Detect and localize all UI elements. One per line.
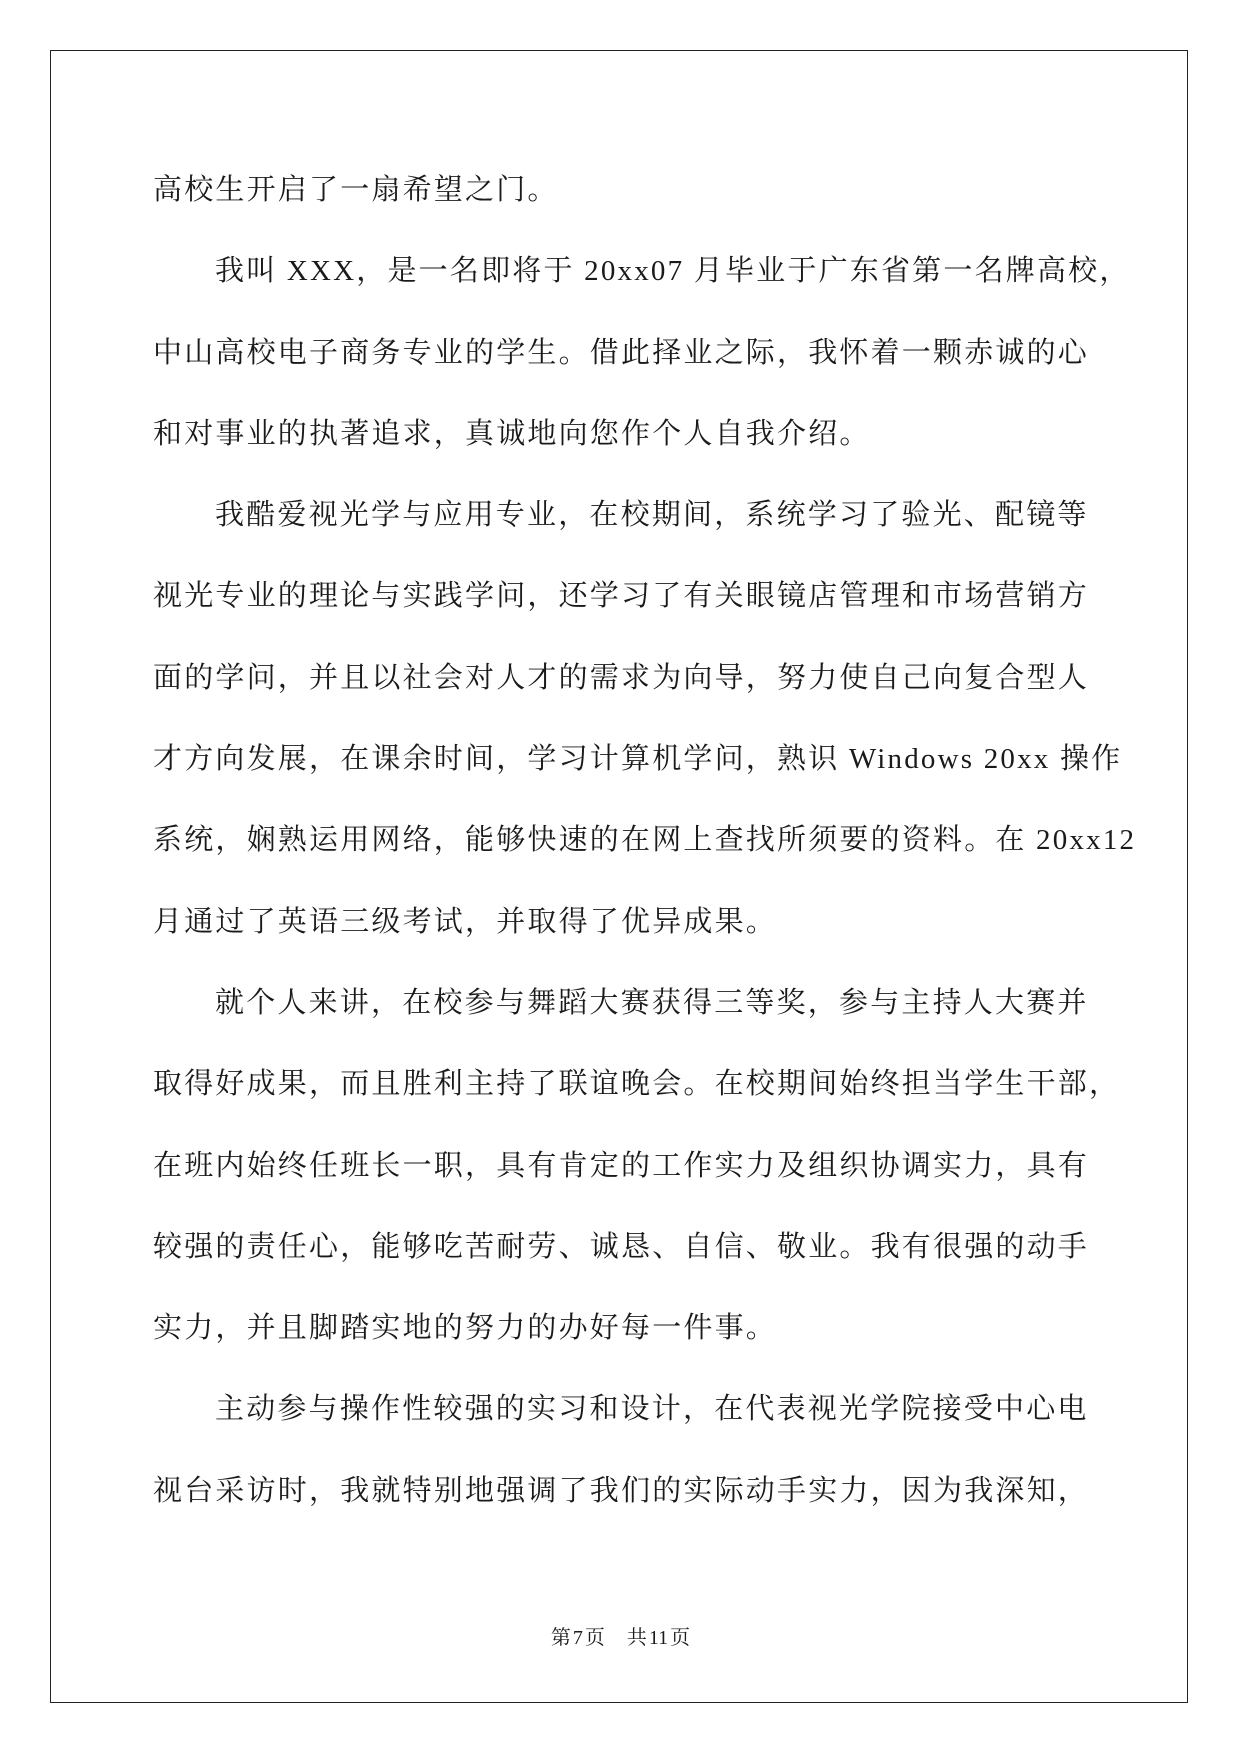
text-line: 月通过了英语三级考试，并取得了优异成果。 bbox=[153, 905, 778, 938]
page-footer bbox=[0, 1626, 1241, 1650]
text-line: 才方向发展，在课余时间，学习计算机学问，熟识 Windows 20xx 操作 bbox=[153, 743, 1123, 776]
text-line: 视光专业的理论与实践学问，还学习了有关眼镜店管理和市场营销方 bbox=[153, 580, 1090, 613]
text-line: 我叫 XXX，是一名即将于 20xx07 月毕业于广东省第一名牌高校， bbox=[215, 255, 1131, 288]
total-page-count: 11 bbox=[648, 1627, 669, 1649]
paragraph bbox=[153, 963, 1153, 1369]
current-page-number: 7 bbox=[572, 1627, 583, 1649]
paragraph bbox=[153, 150, 1153, 231]
text-line: 系统，娴熟运用网络，能够快速的在网上查找所须要的资料。在 20xx12 bbox=[153, 824, 1137, 857]
text-line: 我酷爱视光学与应用专业，在校期间，系统学习了验光、配镜等 bbox=[215, 499, 1089, 532]
text-line: 取得好成果，而且胜利主持了联谊晚会。在校期间始终担当学生干部， bbox=[153, 1068, 1121, 1101]
paragraph bbox=[153, 475, 1153, 963]
page-word: 页 bbox=[584, 1627, 605, 1649]
document-body bbox=[153, 150, 1153, 1532]
page-prefix: 第 bbox=[550, 1627, 571, 1649]
text-line: 在班内始终任班长一职，具有肯定的工作实力及组织协调实力，具有 bbox=[153, 1149, 1090, 1182]
text-line: 视台采访时，我就特别地强调了我们的实际动手实力，因为我深知， bbox=[153, 1474, 1090, 1507]
text-line: 较强的责任心，能够吃苦耐劳、诚恳、自信、敬业。我有很强的动手 bbox=[153, 1230, 1090, 1263]
text-line: 就个人来讲，在校参与舞蹈大赛获得三等奖，参与主持人大赛并 bbox=[215, 986, 1089, 1019]
text-line: 中山高校电子商务专业的学生。借此择业之际，我怀着一颗赤诚的心 bbox=[153, 336, 1090, 369]
text-line: 实力，并且脚踏实地的努力的办好每一件事。 bbox=[153, 1312, 778, 1345]
paragraph bbox=[153, 1369, 1153, 1532]
total-suffix: 页 bbox=[670, 1627, 691, 1649]
paragraph bbox=[153, 231, 1153, 475]
text-line: 高校生开启了一扇希望之门。 bbox=[153, 174, 559, 206]
total-prefix: 共 bbox=[626, 1627, 647, 1649]
text-line: 和对事业的执著追求，真诚地向您作个人自我介绍。 bbox=[153, 417, 871, 450]
text-line: 主动参与操作性较强的实习和设计，在代表视光学院接受中心电 bbox=[215, 1393, 1089, 1426]
text-line: 面的学问，并且以社会对人才的需求为向导，努力使自己向复合型人 bbox=[153, 661, 1090, 694]
